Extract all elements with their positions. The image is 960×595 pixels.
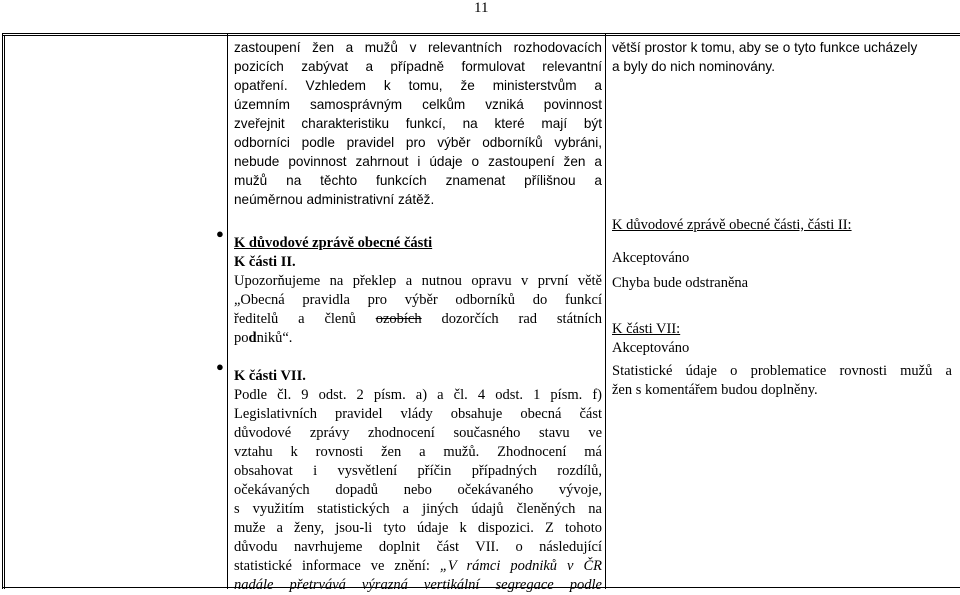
item2-line: statistické informace ve znění: „V rámci podniků v ČR [234, 558, 603, 574]
intro-line: zastoupení žen a mužů v relevantních rozhodovacích [234, 40, 602, 55]
item1-line: podniků“. [234, 330, 293, 346]
response2-note: žen s komentářem budou doplněny. [612, 382, 818, 398]
page-number: 11 [474, 0, 489, 16]
response-intro-line: a byly do nich nominovány. [612, 59, 775, 74]
bullet-icon: ● [216, 359, 224, 374]
item2-line: vztahu k rovnosti žen a mužů. Zhodnocení má [234, 444, 602, 460]
response1-note: Chyba bude odstraněna [612, 275, 749, 291]
intro-paragraph [234, 38, 602, 209]
response-column [612, 38, 952, 400]
item2-line: důvodu navrhujeme doplnit část VII. o následující [234, 539, 602, 555]
response2-note: Statistické údaje o problematice rovnosti mužů a [612, 363, 952, 379]
intro-line: zveřejnit charakteristiku funkcí, na které mají být [234, 116, 602, 131]
item2-line: důvodové zprávy zhodnocení současného stavu ve [234, 425, 602, 441]
bullet-icon: ● [216, 226, 224, 241]
intro-line: pozicích zabývat a případně formulovat relevantní [234, 59, 602, 74]
response-intro-line: větší prostor k tomu, aby se o tyto funkce ucházely [612, 40, 918, 55]
item2-line: Podle čl. 9 odst. 2 písm. a) a čl. 4 odst. 1 písm. f) [234, 387, 602, 403]
intro-line: územním samosprávným celkům vzniká povinnost [234, 97, 602, 112]
item2-line: nadále přetrvává výrazná vertikální segregace podle [234, 577, 602, 593]
response2-status: Akceptováno [612, 340, 690, 356]
response1-heading: K důvodové zprávě obecné části, části II: [612, 217, 852, 233]
intro-line: neúměrnou administrativní zátěž. [234, 192, 435, 207]
response1-status: Akceptováno [612, 250, 690, 266]
intro-line: odborníci podle pravidel pro výběr odborníků vybráni, [234, 135, 602, 150]
item1-heading: K důvodové zprávě obecné části [234, 235, 433, 251]
response2-heading: K části VII: [612, 321, 681, 337]
item2-line: obsahovat i vysvětlení příčin případných rozdílů, [234, 463, 602, 479]
item2-heading: K části VII. [234, 368, 306, 384]
item1-line: „Obecná pravidla pro výběr odborníků do funkcí [234, 292, 602, 308]
item1-line: Upozorňujeme na překlep a nutnou opravu v první větě [234, 273, 602, 289]
intro-line: mužů na těchto funkcích znamenat přílišnou a [234, 173, 602, 188]
intro-line: opatření. Vzhledem k tomu, že ministerstvům a [234, 78, 602, 93]
item2-line: Legislativních pravidel vlády obsahuje obecná část [234, 406, 602, 422]
item2-line: očekávaných dopadů nebo očekávaného vývoje, [234, 482, 602, 498]
item2-line: s využitím statistických a jiných údajů členěných na [234, 501, 602, 517]
item2-line: muže a ženy, jsou-li tyto údaje k dispozici. Z tohoto [234, 520, 602, 536]
item1-line: ředitelů a členů ozobích dozorčích rad státních [234, 311, 602, 327]
comment-column [234, 38, 602, 595]
item1-subheading: K části II. [234, 254, 296, 270]
intro-line: nebude povinnost zahrnout i údaje o zastoupení žen a [234, 154, 602, 169]
